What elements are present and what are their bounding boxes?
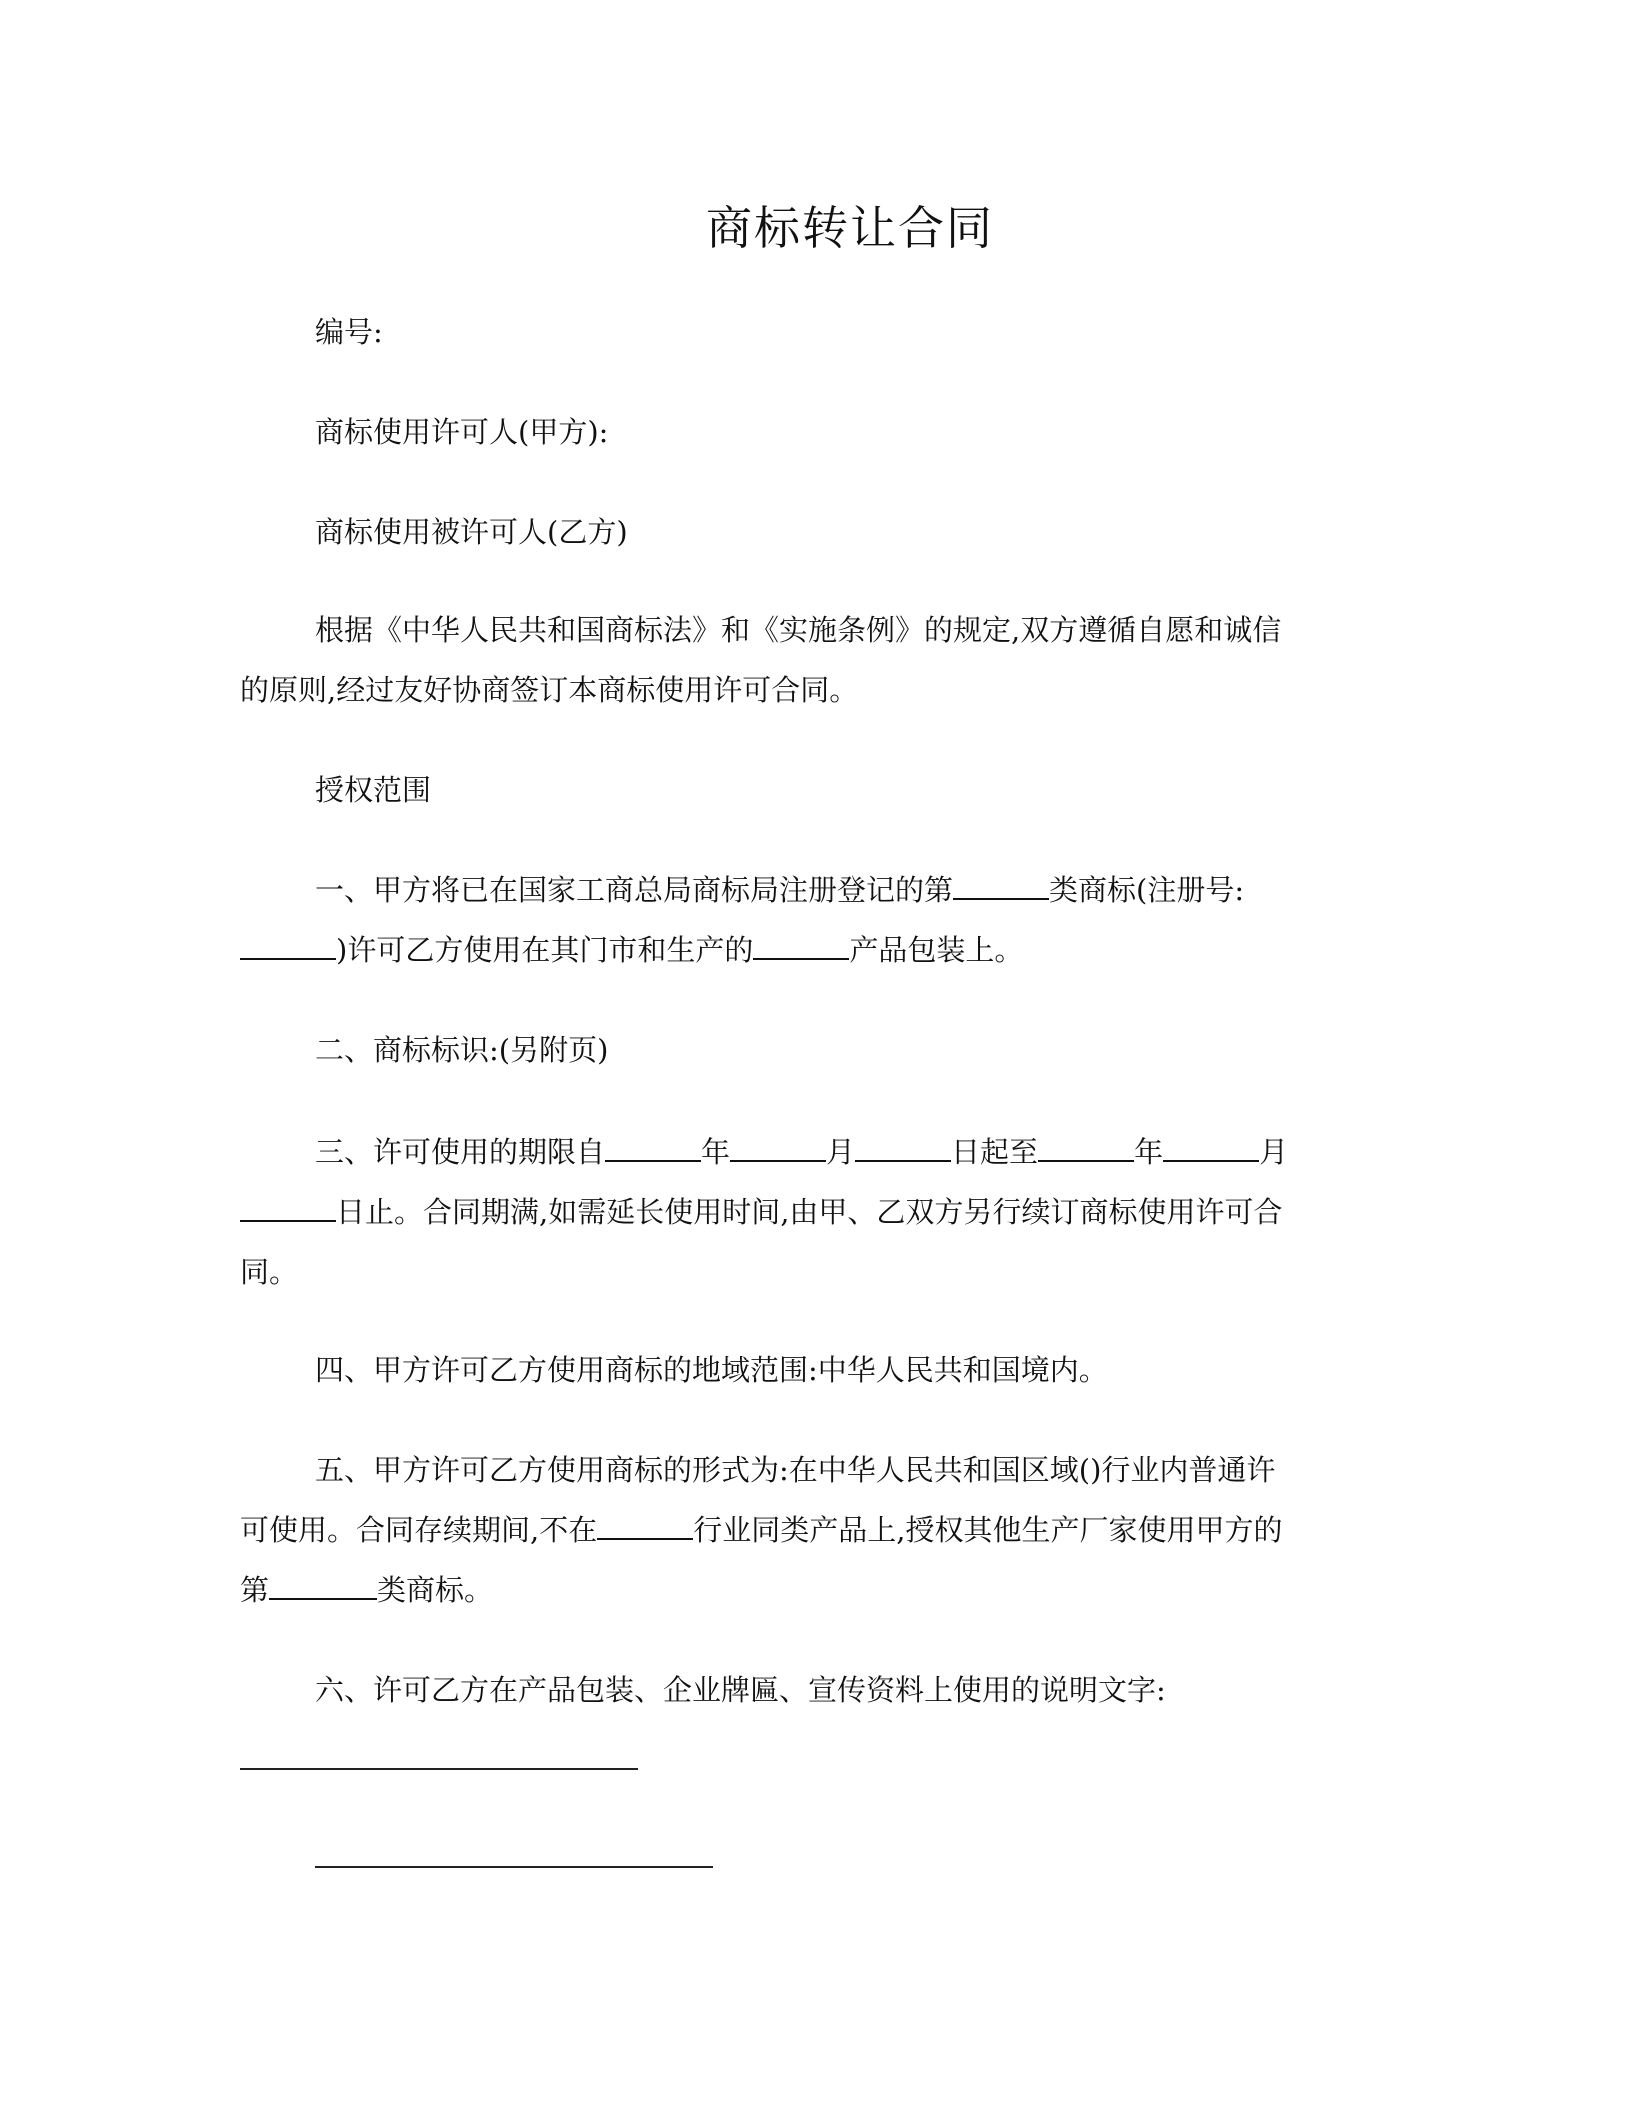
clause-2: 二、商标标识:(另附页) [315,1033,609,1067]
clause-5-line-2 [240,1500,1390,1560]
clause-3-line-3: 同。 [240,1255,299,1289]
registration-number-blank [240,930,336,960]
clause-6: 六、许可乙方在产品包装、企业牌匾、宣传资料上使用的说明文字: [315,1673,1166,1707]
clause-5-line-1: 五、甲方许可乙方使用商标的形式为:在中华人民共和国区域()行业内普通许 [315,1453,1276,1487]
clause-3-year-2: 年 [1134,1135,1164,1169]
description-blank-line-2 [315,1866,713,1868]
clause-3-month-2: 月 [1259,1135,1289,1169]
clause-5-line-3 [240,1560,1390,1620]
clause-1-text-d: 产品包装上。 [849,933,1024,967]
clause-3-year: 年 [701,1135,731,1169]
trademark-class-blank [953,870,1049,900]
start-month-blank [730,1132,826,1162]
licensee-field: 商标使用被许可人(乙方) [315,515,628,549]
start-year-blank [605,1132,701,1162]
clause-1-line-1 [315,860,1465,920]
clause-3-month: 月 [826,1135,856,1169]
description-blank-line-1 [240,1768,638,1770]
end-month-blank [1163,1132,1259,1162]
clause-5-text-a: 可使用。合同存续期间,不在 [240,1513,598,1547]
end-day-blank [240,1192,336,1222]
preamble-line-2: 的原则,经过友好协商签订本商标使用许可合同。 [240,673,859,707]
preamble-line-1: 根据《中华人民共和国商标法》和《实施条例》的规定,双方遵循自愿和诚信 [315,613,1282,647]
industry-blank [597,1510,693,1540]
trademark-class-blank-2 [269,1570,377,1600]
clause-4: 四、甲方许可乙方使用商标的地域范围:中华人民共和国境内。 [315,1353,1108,1387]
start-day-blank [855,1132,951,1162]
clause-3-day-from: 日起至 [951,1135,1039,1169]
product-blank [753,930,849,960]
clause-1-line-2 [240,920,1390,980]
clause-3-text-a: 三、许可使用的期限自 [315,1135,606,1169]
clause-1-text-a: 一、甲方将已在国家工商总局商标局注册登记的第 [315,873,954,907]
section-heading: 授权范围 [315,773,432,807]
end-year-blank [1038,1132,1134,1162]
clause-5-text-b: 行业同类产品上,授权其他生产厂家使用甲方的 [693,1513,1283,1547]
page-title: 商标转让合同 [706,201,994,255]
clause-1-text-b: 类商标(注册号: [1049,873,1245,907]
clause-1-text-c: )许可乙方使用在其门市和生产的 [336,933,754,967]
clause-3-line-1 [315,1122,1465,1182]
clause-5-text-c: 第 [240,1573,270,1607]
clause-3-day-end: 日止。合同期满,如需延长使用时间,由甲、乙双方另行续订商标使用许可合 [336,1195,1283,1229]
clause-3-line-2 [240,1182,1390,1242]
licensor-field: 商标使用许可人(甲方): [315,415,609,449]
clause-5-text-d: 类商标。 [377,1573,494,1607]
contract-number-field: 编号: [315,315,383,349]
